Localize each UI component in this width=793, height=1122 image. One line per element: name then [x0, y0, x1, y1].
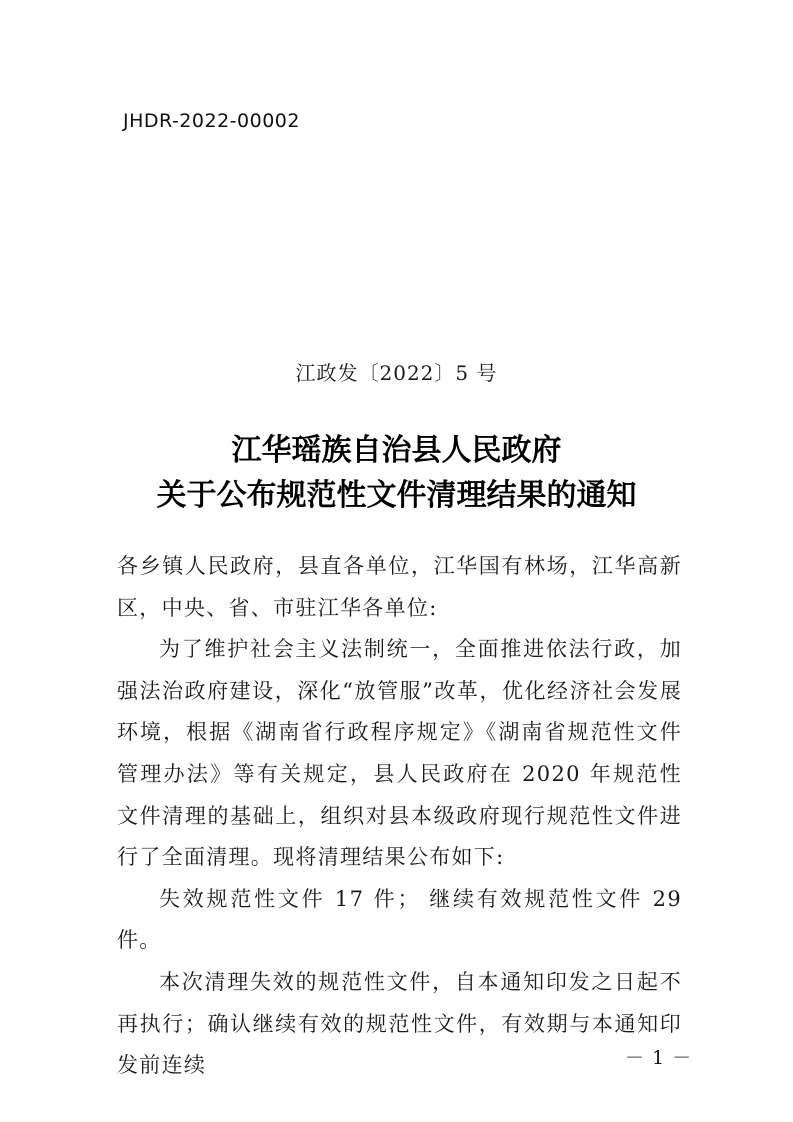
- addressees: 各乡镇人民政府，县直各单位，江华国有林场，江华高新区，中央、省、市驻江华各单位:: [117, 554, 682, 620]
- document-body: [117, 546, 682, 1087]
- body-paragraph: 失效规范性文件 17 件； 继续有效规范性文件 29 件。: [117, 886, 682, 953]
- document-code: JHDR-2022-00002: [123, 110, 300, 132]
- document-title-line-2: 关于公布规范性文件清理结果的通知: [156, 478, 637, 513]
- page-number: － 1 －: [625, 1047, 693, 1069]
- document-number: 江政发〔2022〕5 号: [295, 361, 498, 385]
- body-paragraph: 本次清理失效的规范性文件，自本通知印发之日起不再执行；确认继续有效的规范性文件，有效期与本通知印发前连续: [117, 969, 682, 1078]
- document-title-line-1: 江华瑶族自治县人民政府: [231, 433, 562, 468]
- body-paragraph: 为了维护社会主义法制统一，全面推进依法行政，加强法治政府建设，深化“放管服”改革，优化经济社会发展环境，根据《湖南省行政程序规定》《湖南省规范性文件管理办法》等有关规定，县人民政府在 2020 年规范性文件清理的基础上，组织对县本级政府现行规范性文件进行了全面清理。现将清理结果公布如下:: [117, 637, 682, 870]
